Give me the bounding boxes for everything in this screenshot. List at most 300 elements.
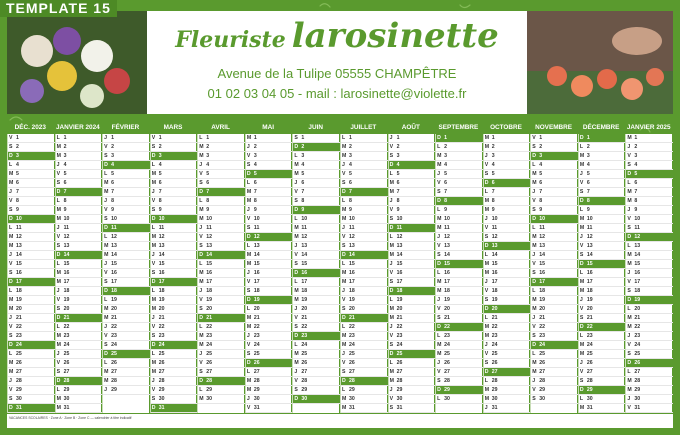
day-row [341, 350, 388, 359]
weekday-letter: J [294, 369, 298, 375]
day-number: 25 [586, 351, 593, 357]
weekday-letter: L [437, 144, 441, 150]
day-row [103, 197, 150, 206]
day-number: 24 [301, 342, 308, 348]
day-row [436, 332, 483, 341]
weekday-letter: D [484, 369, 489, 375]
day-row [198, 350, 245, 359]
weekday-letter: M [199, 342, 204, 348]
weekday-letter: D [342, 315, 346, 321]
day-row [626, 143, 673, 152]
weekday-letter: V [56, 297, 61, 303]
day-row [531, 395, 578, 404]
weekday-letter: M [627, 198, 632, 204]
day-number: 10 [491, 216, 498, 222]
day-row [436, 368, 483, 377]
day-row [56, 152, 103, 161]
day-number: 4 [253, 162, 257, 168]
day-number: 1 [349, 135, 352, 141]
weekday-letter: M [56, 270, 61, 276]
day-number: 21 [16, 315, 22, 321]
day-row [389, 359, 436, 368]
weekday-letter: V [9, 198, 13, 204]
day-number: 14 [586, 252, 593, 258]
day-row [531, 197, 578, 206]
day-number: 11 [253, 225, 260, 231]
day-number: 25 [349, 351, 355, 357]
weekday-letter: V [294, 315, 298, 321]
weekday-letter: M [484, 387, 490, 393]
weekday-letter: L [9, 351, 13, 357]
day-number: 7 [63, 189, 67, 195]
weekday-letter: D [532, 216, 537, 222]
day-row [436, 179, 483, 188]
day-row [389, 332, 436, 341]
weekday-letter: M [246, 378, 252, 384]
weekday-letter: S [437, 315, 441, 321]
day-row [103, 260, 150, 269]
weekday-letter: D [627, 360, 632, 366]
day-number: 5 [349, 171, 352, 177]
day-number: 3 [206, 153, 210, 159]
weekday-letter: V [56, 360, 61, 366]
weekday-letter: M [437, 351, 442, 357]
day-number: 18 [539, 288, 546, 294]
day-row [341, 206, 388, 215]
business-contact: 01 02 03 04 05 - mail : larosinette@violette.fr [207, 86, 467, 101]
weekday-letter: M [579, 351, 585, 357]
day-row [626, 377, 673, 386]
day-row [389, 404, 436, 413]
day-row [56, 395, 103, 404]
day-number: 22 [111, 324, 117, 330]
weekday-letter: J [342, 225, 345, 231]
day-number: 5 [396, 171, 400, 177]
weekday-letter: M [627, 378, 632, 384]
weekday-letter: M [104, 306, 109, 312]
day-row [341, 359, 388, 368]
weekday-letter: M [437, 216, 442, 222]
business-name [150, 16, 524, 56]
weekday-letter: S [579, 252, 584, 258]
weekday-letter: M [9, 369, 14, 375]
weekday-letter: L [532, 351, 536, 357]
day-number: 2 [491, 144, 495, 150]
month-name: JANVIER 2025 [626, 124, 671, 131]
day-number: 29 [301, 387, 308, 393]
day-row [8, 197, 55, 206]
day-number: 7 [491, 189, 495, 195]
day-row [56, 260, 103, 269]
day-number: 19 [206, 297, 213, 303]
day-row [579, 323, 626, 332]
day-number: 1 [634, 135, 638, 141]
day-row [56, 215, 103, 224]
day-row [531, 152, 578, 161]
day-row [389, 341, 436, 350]
day-number: 27 [111, 369, 117, 375]
weekday-letter: M [294, 297, 299, 303]
day-number: 17 [63, 279, 70, 285]
weekday-letter: J [627, 396, 631, 402]
day-number: 30 [586, 396, 593, 402]
weekday-letter: S [342, 180, 346, 186]
day-row [103, 152, 150, 161]
weekday-letter: J [104, 324, 108, 330]
day-row [8, 170, 55, 179]
day-number: 2 [349, 144, 352, 150]
day-number: 8 [349, 198, 352, 204]
weekday-letter: L [437, 333, 441, 339]
day-number: 4 [634, 162, 638, 168]
day-number: 9 [111, 207, 115, 213]
day-row [579, 197, 626, 206]
day-number: 15 [586, 261, 593, 267]
day-number: 17 [444, 279, 450, 285]
weekday-letter: D [484, 180, 489, 186]
day-number: 3 [634, 153, 638, 159]
day-row [341, 152, 388, 161]
day-number: 11 [444, 225, 450, 231]
weekday-letter: L [532, 162, 536, 168]
day-row [626, 179, 673, 188]
weekday-letter: S [294, 261, 298, 267]
day-number: 8 [158, 198, 162, 204]
weekday-letter: J [199, 162, 203, 168]
weekday-letter: L [151, 225, 155, 231]
day-number: 4 [16, 162, 19, 168]
weekday-letter: M [484, 270, 490, 276]
day-number: 22 [206, 324, 213, 330]
day-row [531, 206, 578, 215]
day-number: 6 [396, 180, 400, 186]
weekday-letter: J [294, 180, 298, 186]
day-row [436, 305, 483, 314]
day-row [151, 206, 198, 215]
day-row [579, 287, 626, 296]
day-row [8, 368, 55, 377]
weekday-letter: M [294, 162, 299, 168]
weekday-letter: J [437, 360, 441, 366]
day-number: 19 [111, 297, 117, 303]
weekday-letter: S [627, 288, 631, 294]
day-number: 16 [63, 270, 70, 276]
day-row [341, 242, 388, 251]
weekday-letter: M [437, 153, 442, 159]
day-row [436, 395, 483, 404]
weekday-letter: M [104, 315, 109, 321]
weekday-letter: L [56, 135, 60, 141]
weekday-letter: D [532, 342, 537, 348]
footer-text: VACANCES SCOLAIRES · Zone A · Zone B · Zone C — calendrier à titre indicatif [9, 416, 132, 420]
day-row [484, 296, 531, 305]
day-number: 22 [349, 324, 355, 330]
day-number: 22 [253, 324, 260, 330]
weekday-letter: M [342, 396, 347, 402]
day-number: 10 [158, 216, 165, 222]
weekday-letter: M [532, 297, 537, 303]
weekday-letter: L [104, 360, 108, 366]
weekday-letter: M [579, 288, 585, 294]
weekday-letter: V [627, 405, 631, 411]
day-number: 28 [586, 378, 593, 384]
day-row [246, 233, 293, 242]
day-number: 18 [586, 288, 593, 294]
weekday-letter: D [579, 135, 584, 141]
day-row [151, 314, 198, 323]
day-row [531, 305, 578, 314]
weekday-letter: M [151, 306, 157, 312]
day-row [8, 332, 55, 341]
day-number: 16 [539, 270, 546, 276]
day-number: 12 [253, 234, 260, 240]
day-number: 26 [539, 360, 546, 366]
day-number: 12 [158, 234, 165, 240]
weekday-letter: J [532, 252, 536, 258]
day-number: 6 [63, 180, 67, 186]
day-row [56, 224, 103, 233]
weekday-letter: M [104, 243, 109, 249]
weekday-letter: M [532, 306, 537, 312]
day-number: 6 [444, 180, 448, 186]
day-number: 4 [63, 162, 67, 168]
day-row [246, 341, 293, 350]
day-row [198, 359, 245, 368]
day-number: 7 [634, 189, 638, 195]
day-number: 11 [539, 225, 545, 231]
day-number: 1 [539, 135, 543, 141]
day-row [246, 287, 293, 296]
weekday-letter: M [56, 279, 61, 285]
day-number: 3 [301, 153, 305, 159]
day-number: 21 [253, 315, 260, 321]
weekday-letter: S [9, 144, 13, 150]
day-row [8, 287, 55, 296]
day-number: 5 [491, 171, 495, 177]
day-row [293, 323, 340, 332]
month-days [578, 134, 625, 413]
day-number: 13 [111, 243, 117, 249]
day-number: 30 [301, 396, 308, 402]
day-number: 17 [111, 279, 117, 285]
weekday-letter: M [389, 315, 394, 321]
weekday-letter: M [9, 171, 14, 177]
day-number: 9 [349, 207, 352, 213]
weekday-letter: S [56, 369, 61, 375]
day-row [579, 305, 626, 314]
day-row [579, 152, 626, 161]
weekday-letter: D [294, 270, 299, 276]
day-number: 29 [491, 387, 498, 393]
month-name: FÉVRIER [111, 124, 140, 131]
day-row [341, 269, 388, 278]
day-number: 23 [491, 333, 498, 339]
weekday-letter: M [627, 252, 632, 258]
day-row [626, 332, 673, 341]
weekday-letter: S [627, 162, 631, 168]
day-number: 25 [491, 351, 498, 357]
day-number: 31 [491, 405, 498, 411]
weekday-letter: J [484, 153, 488, 159]
day-row [56, 287, 103, 296]
day-row [246, 152, 293, 161]
weekday-letter: J [151, 189, 155, 195]
weekday-letter: S [389, 153, 394, 159]
day-row [484, 206, 531, 215]
weekday-letter: L [579, 144, 584, 150]
day-number: 15 [444, 261, 450, 267]
weekday-letter: V [532, 324, 536, 330]
weekday-letter: M [437, 288, 442, 294]
day-number: 14 [206, 252, 213, 258]
weekday-letter: D [9, 342, 13, 348]
weekday-letter: V [199, 360, 203, 366]
day-number: 18 [111, 288, 117, 294]
day-row [531, 368, 578, 377]
day-row [436, 197, 483, 206]
weekday-letter: J [246, 270, 250, 276]
weekday-letter: J [9, 378, 12, 384]
day-row [198, 377, 245, 386]
weekday-letter: L [104, 171, 108, 177]
day-number: 1 [253, 135, 257, 141]
weekday-letter: D [294, 144, 299, 150]
day-number: 27 [206, 369, 213, 375]
day-number: 26 [63, 360, 70, 366]
day-number: 28 [539, 378, 546, 384]
day-number: 5 [586, 171, 590, 177]
day-number: 2 [539, 144, 543, 150]
day-row [151, 224, 198, 233]
day-number: 29 [63, 387, 70, 393]
day-number: 4 [301, 162, 305, 168]
weekday-letter: D [246, 234, 251, 240]
day-row [626, 269, 673, 278]
day-row [436, 314, 483, 323]
day-row [198, 179, 245, 188]
day-number: 8 [253, 198, 257, 204]
day-number: 5 [539, 171, 543, 177]
weekday-letter: S [199, 180, 203, 186]
weekday-letter: M [627, 315, 632, 321]
month-column [340, 124, 387, 413]
day-row [246, 170, 293, 179]
weekday-letter: S [294, 387, 298, 393]
day-row [626, 404, 673, 413]
day-number: 2 [396, 144, 400, 150]
day-row [293, 242, 340, 251]
day-row [579, 242, 626, 251]
day-number: 29 [16, 387, 22, 393]
weekday-letter: L [151, 351, 155, 357]
day-row [198, 341, 245, 350]
day-row [8, 134, 55, 143]
weekday-letter: D [9, 405, 13, 411]
month-column [197, 124, 244, 413]
day-number: 27 [539, 369, 546, 375]
day-number: 13 [634, 243, 641, 249]
day-number: 6 [539, 180, 543, 186]
day-row [579, 332, 626, 341]
day-row [626, 251, 673, 260]
day-number: 17 [586, 279, 593, 285]
weekday-letter: D [484, 306, 489, 312]
weekday-letter: L [151, 162, 155, 168]
day-number: 8 [301, 198, 305, 204]
day-row [198, 395, 245, 404]
day-row [579, 170, 626, 179]
day-number: 30 [539, 396, 546, 402]
day-row [151, 377, 198, 386]
day-row [341, 260, 388, 269]
weekday-letter: D [104, 162, 108, 168]
day-row [246, 161, 293, 170]
day-number: 7 [301, 189, 305, 195]
day-row [436, 251, 483, 260]
day-row [341, 161, 388, 170]
weekday-letter: S [532, 333, 536, 339]
day-number: 18 [206, 288, 213, 294]
day-number: 5 [634, 171, 638, 177]
day-number: 23 [253, 333, 260, 339]
weekday-letter: M [579, 153, 585, 159]
day-number: 13 [539, 243, 546, 249]
weekday-letter: D [151, 153, 156, 159]
weekday-letter: M [342, 342, 347, 348]
day-number: 23 [396, 333, 403, 339]
day-number: 8 [539, 198, 543, 204]
day-row [103, 179, 150, 188]
day-number: 30 [63, 396, 70, 402]
weekday-letter: J [627, 144, 631, 150]
day-row [436, 350, 483, 359]
weekday-letter: V [389, 144, 394, 150]
day-number: 25 [111, 351, 117, 357]
weekday-letter: M [437, 162, 442, 168]
day-row [389, 224, 436, 233]
day-number: 13 [301, 243, 308, 249]
day-row [531, 215, 578, 224]
day-number: 22 [539, 324, 546, 330]
day-row [103, 134, 150, 143]
day-row [246, 296, 293, 305]
weekday-letter: S [579, 378, 584, 384]
weekday-letter: V [9, 135, 13, 141]
weekday-letter: M [294, 234, 299, 240]
day-number: 20 [491, 306, 498, 312]
day-number: 17 [253, 279, 260, 285]
month-column [483, 124, 530, 413]
day-row [389, 215, 436, 224]
weekday-letter: V [246, 342, 251, 348]
weekday-letter: M [579, 342, 585, 348]
day-row [579, 188, 626, 197]
day-row [531, 242, 578, 251]
day-row [198, 305, 245, 314]
day-number: 18 [301, 288, 308, 294]
weekday-letter: S [9, 396, 13, 402]
day-number: 14 [396, 252, 403, 258]
day-row [8, 350, 55, 359]
day-number: 14 [111, 252, 117, 258]
day-number: 31 [16, 405, 22, 411]
day-row [246, 260, 293, 269]
day-row [56, 206, 103, 215]
day-number: 19 [444, 297, 450, 303]
day-number: 19 [539, 297, 546, 303]
day-row [103, 332, 150, 341]
day-number: 20 [586, 306, 593, 312]
